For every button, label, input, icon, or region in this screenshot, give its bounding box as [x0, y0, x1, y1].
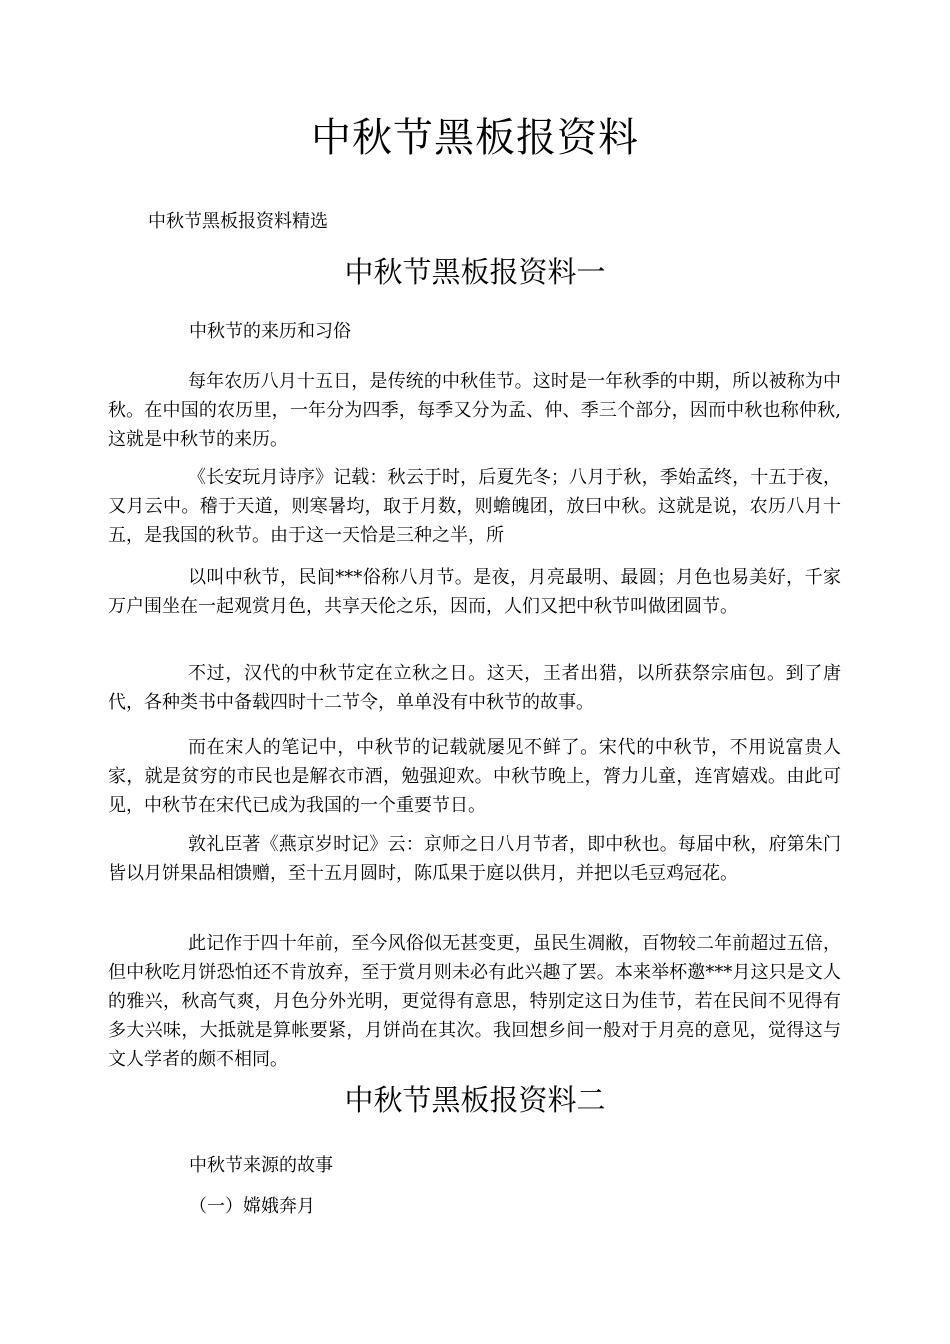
paragraph-han-dynasty: 不过，汉代的中秋节定在立秋之日。这天，王者出猎，以所获祭宗庙包。到了唐代，各种类书中备载四时十二节令，单单没有中秋节的故事。 — [108, 663, 841, 713]
story-item-change-e: （一）嫦娥奔月 — [189, 1196, 315, 1217]
section-1-topic: 中秋节的来历和习俗 — [189, 321, 351, 342]
section-2-topic: 中秋节来源的故事 — [189, 1155, 333, 1176]
document-subtitle: 中秋节黑板报资料精选 — [148, 211, 328, 232]
paragraph-poem-record: 《长安玩月诗序》记载：秋云于时，后夏先冬；八月于秋，季始孟终，十五于夜，又月云中。稽于天道，则寒暑均，取于月数，则蟾魄团，放曰中秋。这就是说，农历八月十五，是我国的秋节。由于这一天恰是三种之半，所 — [108, 467, 841, 546]
paragraph-yanjing-record: 敦礼臣著《燕京岁时记》云：京师之日八月节者，即中秋也。每届中秋，府第朱门皆以月饼果品相馈赠，至十五月圆时，陈瓜果于庭以供月，并把以毛豆鸡冠花。 — [108, 834, 841, 884]
section-heading-1: 中秋节黑板报资料一 — [344, 255, 606, 289]
paragraph-customs: 此记作于四十年前，至今风俗似无甚变更，虽民生凋敝，百物较二年前超过五倍，但中秋吃月饼恐怕还不肯放弃，至于赏月则未必有此兴趣了罢。本来举杯邀***月这只是文人的雅兴，秋高气爽，月色分外光明，更觉得有意思，特别定这日为佳节，若在民间不见得有多大兴味，大抵就是算帐要紧，月饼尚在其次。我回想乡间一般对于月亮的意见，觉得这与文人学者的颇不相同。 — [108, 933, 841, 1070]
paragraph-song-dynasty: 而在宋人的笔记中，中秋节的记载就屡见不鲜了。宋代的中秋节，不用说富贵人家，就是贫穷的市民也是解衣市酒，勉强迎欢。中秋节晚上，膂力儿童，连宵嬉戏。由此可见，中秋节在宋代已成为我国的一个重要节日。 — [108, 737, 841, 816]
paragraph-origin: 每年农历八月十五日，是传统的中秋佳节。这时是一年秋季的中期，所以被称为中秋。在中国的农历里，一年分为四季，每季又分为孟、仲、季三个部分，因而中秋也称仲秋,这就是中秋节的来历。 — [108, 371, 841, 450]
document-title: 中秋节黑板报资料 — [311, 115, 639, 161]
section-heading-2: 中秋节黑板报资料二 — [344, 1083, 606, 1117]
paragraph-festival-name: 以叫中秋节，民间***俗称八月节。是夜，月亮最明、最圆；月色也易美好，千家万户围坐在一起观赏月色，共享天伦之乐，因而，人们又把中秋节叫做团圆节。 — [108, 567, 841, 617]
